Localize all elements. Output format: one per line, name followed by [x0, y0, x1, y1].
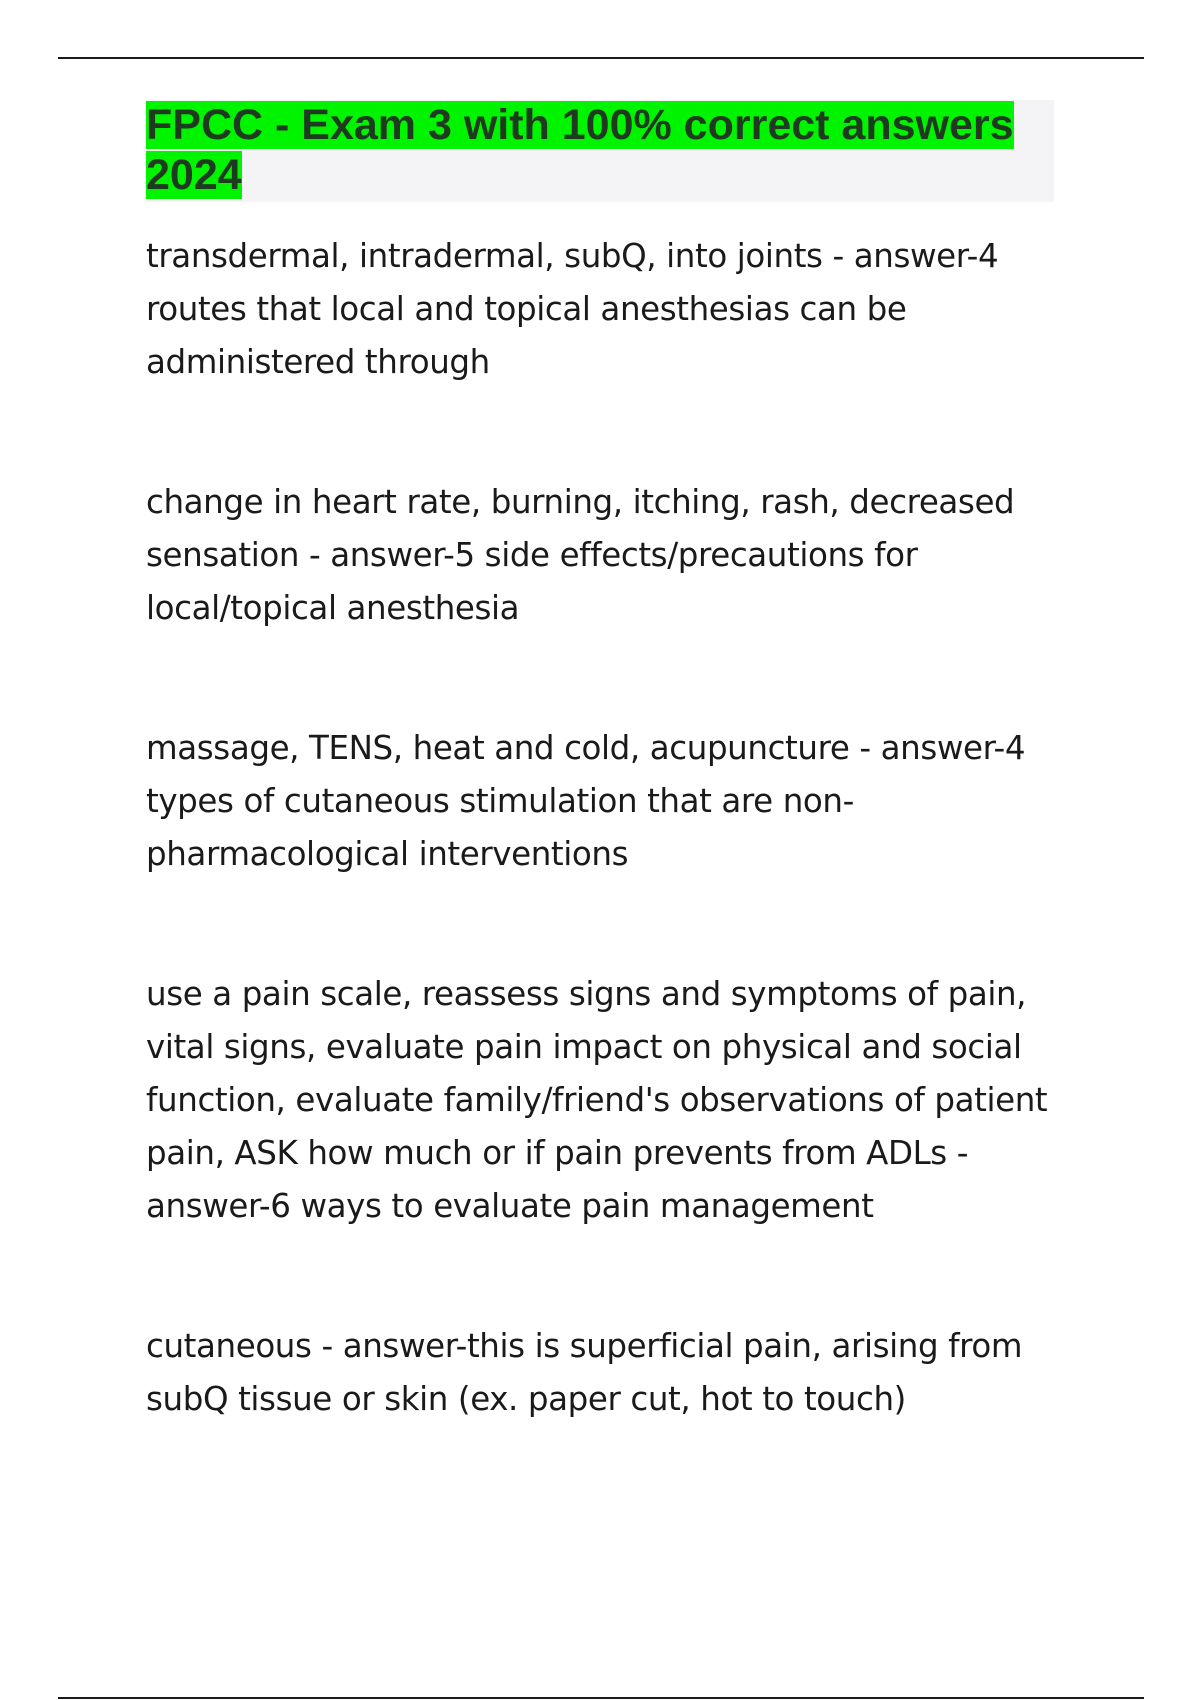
title-block	[146, 100, 1054, 202]
bottom-divider	[58, 1697, 1144, 1699]
page-title-text: FPCC - Exam 3 with 100% correct answers 2024	[146, 101, 1014, 199]
flashcard-item: transdermal, intradermal, subQ, into joints - answer-4 routes that local and topical anesthesias can be administered through	[146, 237, 999, 381]
flashcard-item: massage, TENS, heat and cold, acupuncture - answer-4 types of cutaneous stimulation that are non-pharmacological interventions	[146, 729, 1026, 873]
flashcard-item: cutaneous - answer-this is superficial pain, arising from subQ tissue or skin (ex. paper cut, hot to touch)	[146, 1327, 1023, 1418]
flashcard-item: change in heart rate, burning, itching, rash, decreased sensation - answer-5 side effects/precautions for local/topical anesthesia	[146, 483, 1015, 627]
page-title	[146, 100, 1054, 200]
top-divider	[58, 57, 1144, 59]
flashcard-item: use a pain scale, reassess signs and symptoms of pain, vital signs, evaluate pain impact on physical and social function, evaluate family/friend's observations of patient pain, ASK how much or if pain prevents from ADLs - answer-6 ways to evaluate pain management	[146, 975, 1048, 1225]
flashcard-list	[146, 230, 1066, 1426]
